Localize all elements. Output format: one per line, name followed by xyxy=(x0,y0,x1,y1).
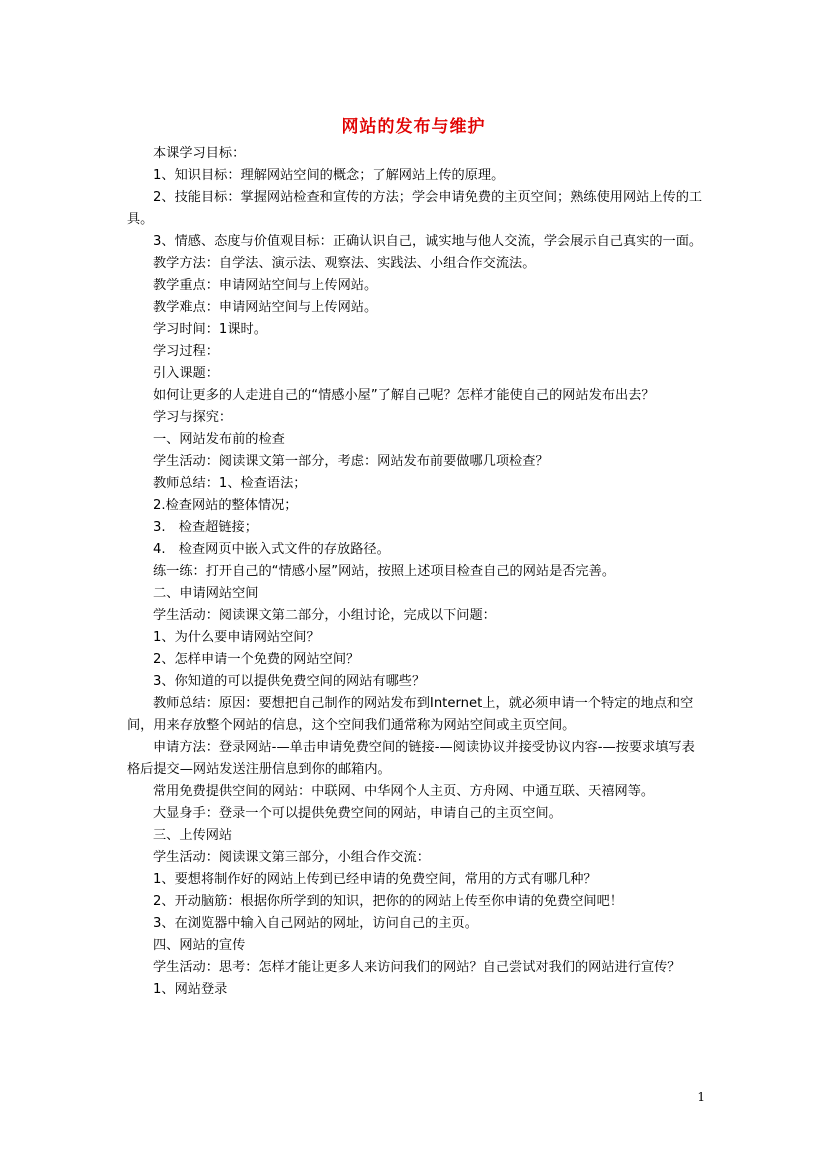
paragraph: 3. 检查超链接； xyxy=(153,520,258,535)
paragraph: 2、怎样申请一个免费的网站空间？ xyxy=(153,652,360,667)
document-title: 网站的发布与维护 xyxy=(341,117,486,137)
paragraph: 教师总结：原因：要想把自己制作的网站发布到Internet上，就必须申请一个特定的地点和空间，用来存放整个网站的信息，这个空间我们通常称为网站空间或主页空间。 xyxy=(127,696,694,733)
paragraph: 学习过程： xyxy=(153,344,219,359)
paragraph: 本课学习目标： xyxy=(153,146,246,161)
paragraph: 大显身手：登录一个可以提供免费空间的网站，申请自己的主页空间。 xyxy=(153,806,562,821)
paragraph: 引入课题： xyxy=(153,366,219,381)
paragraph: 练一练：打开自己的“情感小屋”网站，按照上述项目检查自己的网站是否完善。 xyxy=(153,564,616,579)
paragraph: 2.检查网站的整体情况； xyxy=(153,498,298,513)
paragraph: 1、要想将制作好的网站上传到已经申请的免费空间，常用的方式有哪几种？ xyxy=(153,872,597,887)
paragraph: 1、网站登录 xyxy=(153,982,228,997)
paragraph: 一、网站发布前的检查 xyxy=(153,432,285,447)
paragraph: 学习与探究： xyxy=(153,410,233,425)
paragraph: 三、上传网站 xyxy=(153,828,233,843)
paragraph: 申请方法：登录网站-—单击申请免费空间的链接-—阅读协议并接受协议内容-—按要求填写表格后提交—网站发送注册信息到你的邮箱内。 xyxy=(127,740,695,777)
paragraph: 3、情感、态度与价值观目标：正确认识自己，诚实地与他人交流，学会展示自己真实的一面。 xyxy=(153,234,703,249)
paragraph: 2、技能目标：掌握网站检查和宣传的方法；学会申请免费的主页空间；熟练使用网站上传的工具。 xyxy=(127,190,703,227)
paragraph: 教师总结：1、检查语法； xyxy=(153,476,307,491)
paragraph: 教学难点：申请网站空间与上传网站。 xyxy=(153,300,378,315)
paragraph: 二、申请网站空间 xyxy=(153,586,259,601)
paragraph: 教学方法：自学法、演示法、观察法、实践法、小组合作交流法。 xyxy=(153,256,536,271)
paragraph: 3、你知道的可以提供免费空间的网站有哪些？ xyxy=(153,674,426,689)
paragraph: 2、开动脑筋：根据你所学到的知识，把你的的网站上传至你申请的免费空间吧！ xyxy=(153,894,623,909)
paragraph: 学生活动：阅读课文第三部分，小组合作交流： xyxy=(153,850,430,865)
document-body xyxy=(127,143,707,1001)
paragraph: 学生活动：阅读课文第二部分，小组讨论，完成以下问题： xyxy=(153,608,496,623)
paragraph: 常用免费提供空间的网站：中联网、中华网个人主页、方舟网、中通互联、天禧网等。 xyxy=(153,784,655,799)
paragraph: 学生活动：阅读课文第一部分，考虑：网站发布前要做哪几项检查？ xyxy=(153,454,549,469)
page-number: 1 xyxy=(697,1090,705,1104)
paragraph: 四、网站的宣传 xyxy=(153,938,246,953)
paragraph: 教学重点：申请网站空间与上传网站。 xyxy=(153,278,378,293)
paragraph: 1、知识目标：理解网站空间的概念；了解网站上传的原理。 xyxy=(153,168,505,183)
paragraph: 1、为什么要申请网站空间？ xyxy=(153,630,320,645)
paragraph: 3、在浏览器中输入自己网站的网址，访问自己的主页。 xyxy=(153,916,478,931)
paragraph: 如何让更多的人走进自己的“情感小屋”了解自己呢？怎样才能使自己的网站发布出去？ xyxy=(153,388,655,403)
paragraph: 4. 检查网页中嵌入式文件的存放路径。 xyxy=(153,542,390,557)
paragraph: 学生活动：思考：怎样才能让更多人来访问我们的网站？自己尝试对我们的网站进行宣传？ xyxy=(153,960,681,975)
paragraph: 学习时间：1课时。 xyxy=(153,322,267,337)
